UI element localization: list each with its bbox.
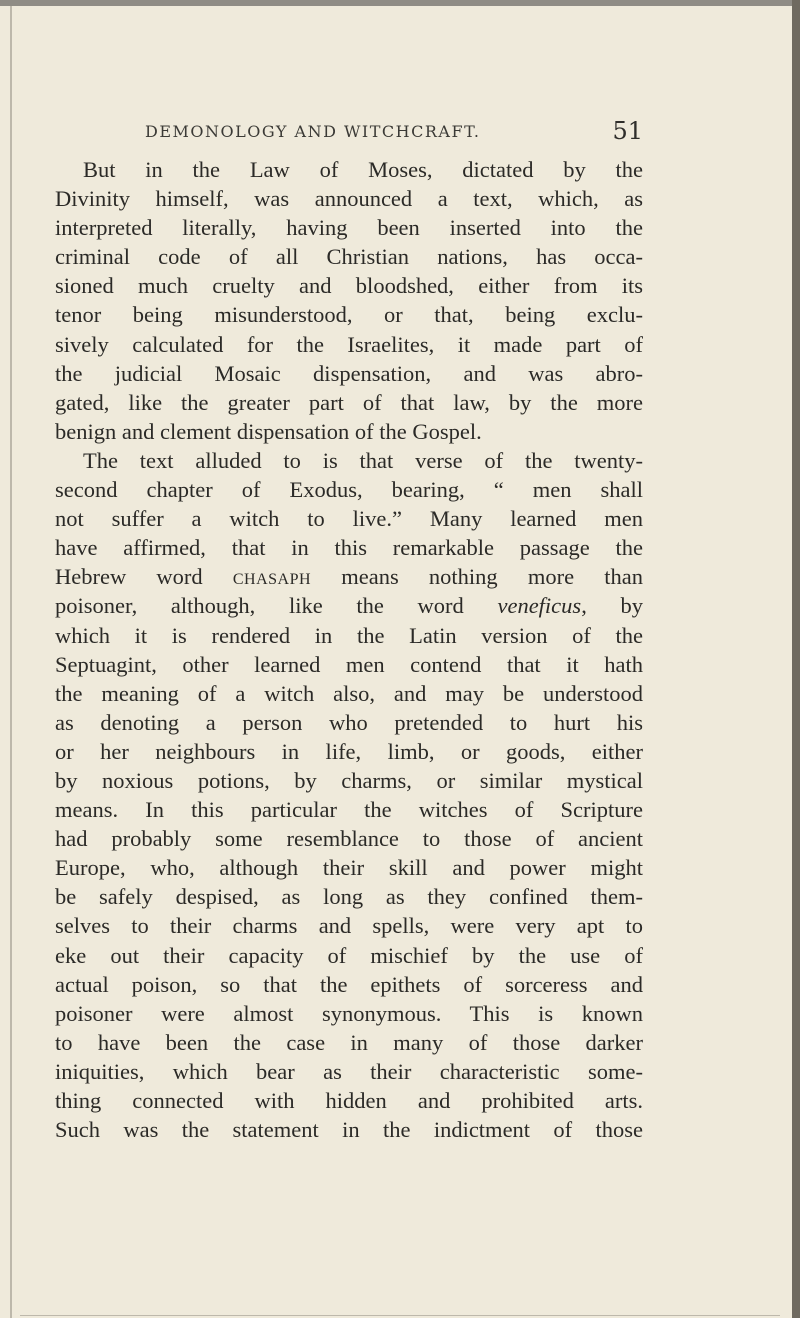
text-line: which it is rendered in the Latin version of the xyxy=(55,622,643,648)
scan-top-edge xyxy=(0,0,800,6)
text-segment: poisoner, although, like the word xyxy=(55,593,498,619)
text-line: selves to their charms and spells, were very apt to xyxy=(55,913,643,939)
text-line: eke out their capacity of mischief by the use of xyxy=(55,942,643,968)
page-header xyxy=(145,117,643,147)
text-line: as denoting a person who pretended to hurt his xyxy=(55,709,643,735)
page-number: 51 xyxy=(612,117,643,145)
latin-word: veneficus xyxy=(497,593,582,619)
text-segment: means nothing more than xyxy=(311,564,643,590)
text-line: by noxious potions, by charms, or similar mystical xyxy=(55,767,643,793)
text-line: sively calculated for the Israelites, it made part of xyxy=(55,331,643,357)
text-line: the judicial Mosaic dispensation, and was abro- xyxy=(55,360,643,386)
text-line: tenor being misunderstood, or that, being exclu- xyxy=(55,302,643,328)
scan-bottom-edge xyxy=(20,1315,780,1316)
text-line: interpreted literally, having been inserted into the xyxy=(55,215,643,241)
text-line: But in the Law of Moses, dictated by the xyxy=(83,157,643,182)
text-line: Such was the statement in the indictment of those xyxy=(55,1117,643,1143)
text-line: sioned much cruelty and bloodshed, either from its xyxy=(55,273,643,299)
text-line: gated, like the greater part of that law, by the more xyxy=(55,389,643,415)
body-text xyxy=(55,155,643,1144)
text-line: had probably some resemblance to those of ancient xyxy=(55,826,643,852)
scan-left-edge xyxy=(10,6,12,1318)
text-line: criminal code of all Christian nations, has occa- xyxy=(55,244,643,270)
text-line: or her neighbours in life, limb, or goods, either xyxy=(55,738,643,764)
text-line: means. In this particular the witches of Scripture xyxy=(55,797,643,823)
text-line: The text alluded to is that verse of the twenty- xyxy=(83,447,643,473)
text-line: thing connected with hidden and prohibited arts. xyxy=(55,1088,643,1113)
text-line: iniquities, which bear as their characteristic some- xyxy=(55,1058,643,1084)
text-segment: , by xyxy=(581,593,643,619)
text-segment: Hebrew word xyxy=(55,564,233,590)
running-head: DEMONOLOGY AND WITCHCRAFT. xyxy=(145,122,481,141)
text-line: the meaning of a witch also, and may be understood xyxy=(55,680,643,706)
text-line: actual poison, so that the epithets of sorceress and xyxy=(55,971,643,997)
scan-right-edge xyxy=(792,0,800,1318)
text-line: not suffer a witch to live.” Many learned men xyxy=(55,506,643,532)
text-line: to have been the case in many of those darker xyxy=(55,1029,643,1055)
text-line xyxy=(55,591,643,620)
text-line: have affirmed, that in this remarkable passage the xyxy=(55,535,643,561)
text-line xyxy=(55,562,643,591)
text-line: poisoner were almost synonymous. This is known xyxy=(55,1000,643,1026)
text-line: Septuagint, other learned men contend that it hath xyxy=(55,651,643,677)
hebrew-word: chasaph xyxy=(232,564,312,590)
text-line: Europe, who, although their skill and power might xyxy=(55,855,643,881)
text-line: be safely despised, as long as they confined them- xyxy=(55,884,643,910)
text-line: Divinity himself, was announced a text, which, as xyxy=(55,186,643,212)
text-line: second chapter of Exodus, bearing, “ men shall xyxy=(55,477,643,503)
text-line: benign and clement dispensation of the Gospel. xyxy=(55,418,482,444)
